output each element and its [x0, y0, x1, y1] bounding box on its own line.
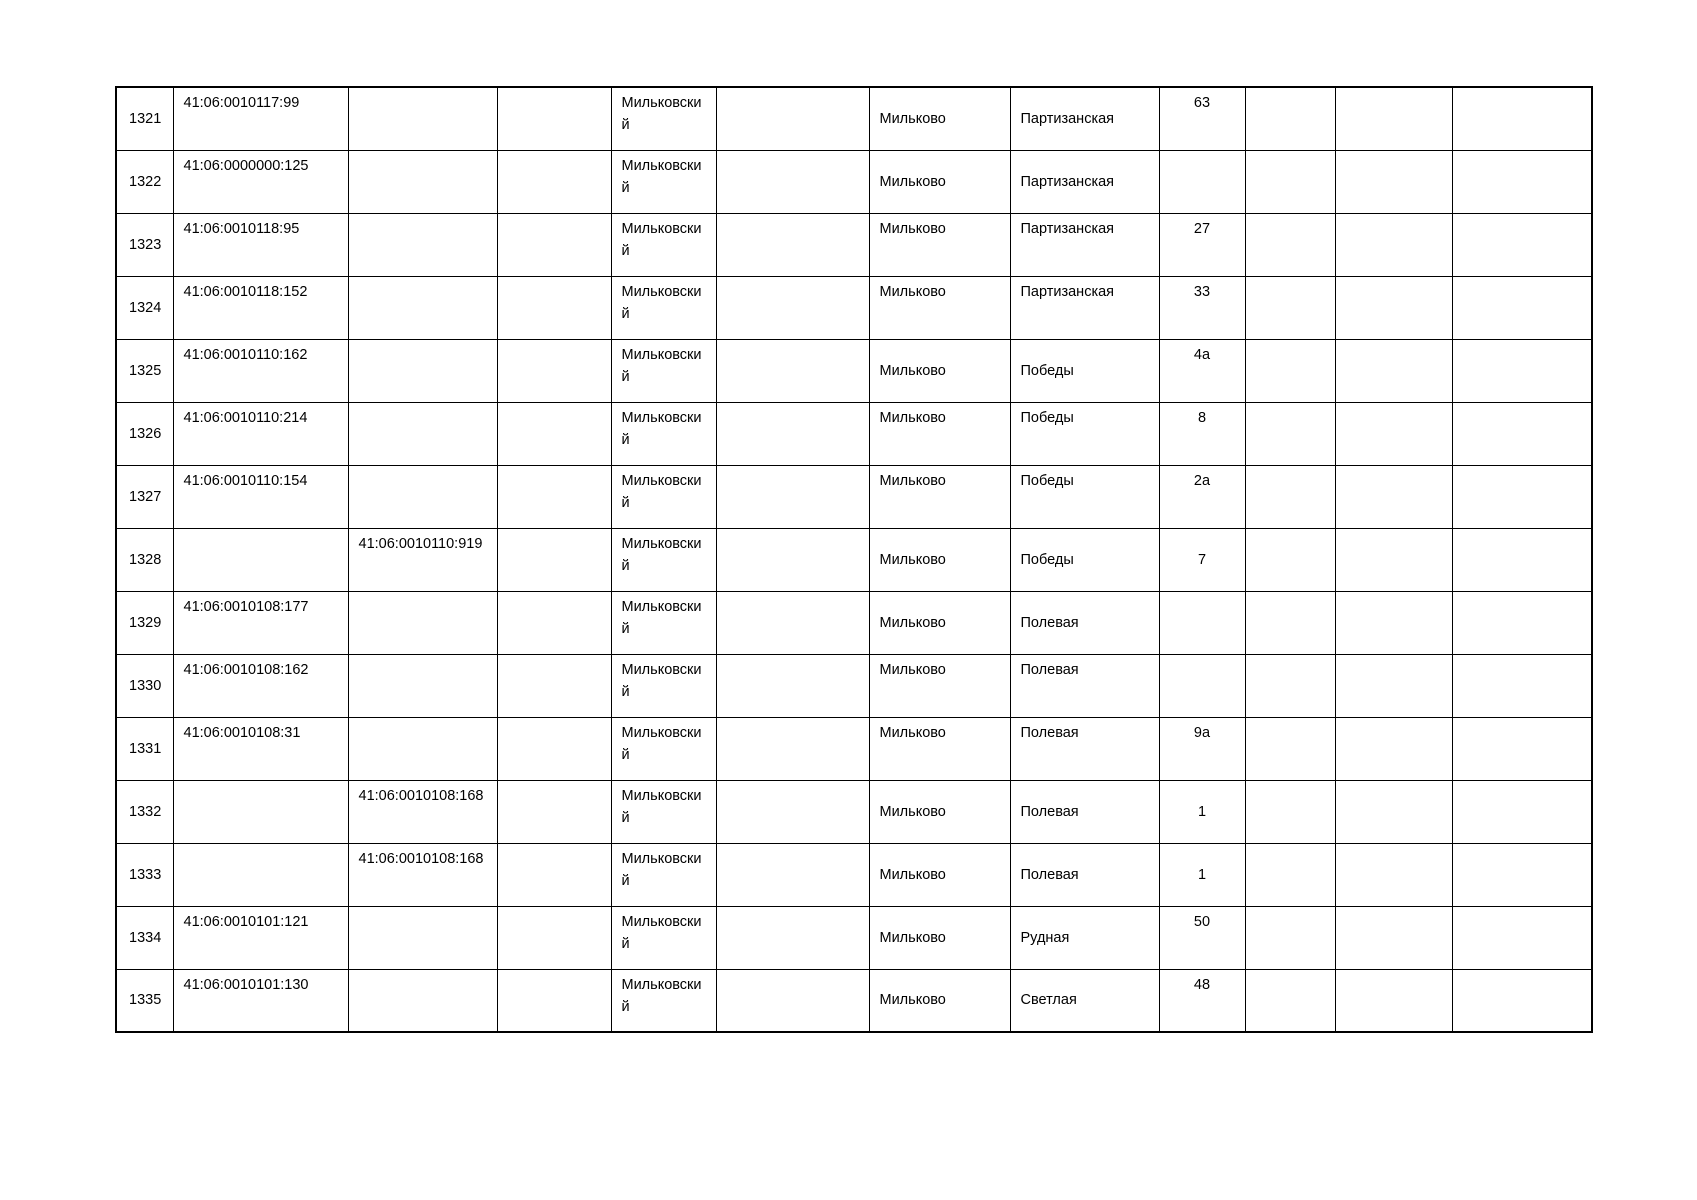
cadastral-number-cell: 41:06:0000000:125	[173, 150, 348, 213]
cadastral-number-2-cell	[348, 339, 497, 402]
cadastral-number-2-cell	[348, 969, 497, 1032]
house-number-cell	[1159, 654, 1245, 717]
registry-table	[115, 86, 1593, 1033]
table-row	[116, 339, 1592, 402]
empty-cell	[1335, 654, 1452, 717]
row-number-cell: 1333	[116, 843, 173, 906]
district-cell: Мильковский	[611, 969, 716, 1032]
table-row	[116, 402, 1592, 465]
house-number-cell: 48	[1159, 969, 1245, 1032]
house-number-cell: 63	[1159, 87, 1245, 150]
district-cell: Мильковский	[611, 780, 716, 843]
empty-cell	[716, 528, 869, 591]
district-cell: Мильковский	[611, 213, 716, 276]
table-row	[116, 843, 1592, 906]
empty-cell	[497, 591, 611, 654]
table-row	[116, 87, 1592, 150]
row-number-cell: 1334	[116, 906, 173, 969]
row-number-cell: 1321	[116, 87, 173, 150]
empty-cell	[1452, 969, 1592, 1032]
table-row	[116, 591, 1592, 654]
table-row	[116, 654, 1592, 717]
empty-cell	[497, 717, 611, 780]
cadastral-number-2-cell	[348, 150, 497, 213]
empty-cell	[497, 150, 611, 213]
cadastral-number-2-cell: 41:06:0010108:168	[348, 780, 497, 843]
street-cell: Полевая	[1010, 780, 1159, 843]
empty-cell	[1452, 87, 1592, 150]
empty-cell	[1452, 717, 1592, 780]
empty-cell	[716, 87, 869, 150]
empty-cell	[497, 402, 611, 465]
street-cell: Рудная	[1010, 906, 1159, 969]
house-number-cell: 1	[1159, 780, 1245, 843]
cadastral-number-cell: 41:06:0010101:130	[173, 969, 348, 1032]
empty-cell	[1245, 465, 1335, 528]
house-number-cell: 1	[1159, 843, 1245, 906]
house-number-cell: 2а	[1159, 465, 1245, 528]
row-number-cell: 1335	[116, 969, 173, 1032]
empty-cell	[497, 654, 611, 717]
empty-cell	[497, 969, 611, 1032]
house-number-cell: 33	[1159, 276, 1245, 339]
cadastral-number-cell	[173, 780, 348, 843]
row-number-cell: 1330	[116, 654, 173, 717]
house-number-cell: 4а	[1159, 339, 1245, 402]
empty-cell	[1245, 591, 1335, 654]
settlement-cell: Мильково	[869, 276, 1010, 339]
street-cell: Полевая	[1010, 654, 1159, 717]
settlement-cell: Мильково	[869, 780, 1010, 843]
street-cell: Победы	[1010, 402, 1159, 465]
empty-cell	[1245, 969, 1335, 1032]
empty-cell	[1452, 906, 1592, 969]
district-cell: Мильковский	[611, 339, 716, 402]
empty-cell	[1245, 906, 1335, 969]
empty-cell	[1245, 843, 1335, 906]
settlement-cell: Мильково	[869, 969, 1010, 1032]
empty-cell	[1245, 339, 1335, 402]
empty-cell	[1335, 87, 1452, 150]
empty-cell	[716, 654, 869, 717]
street-cell: Партизанская	[1010, 150, 1159, 213]
cadastral-number-cell: 41:06:0010117:99	[173, 87, 348, 150]
house-number-cell: 9а	[1159, 717, 1245, 780]
settlement-cell: Мильково	[869, 213, 1010, 276]
cadastral-number-cell: 41:06:0010108:162	[173, 654, 348, 717]
district-cell: Мильковский	[611, 591, 716, 654]
district-cell: Мильковский	[611, 276, 716, 339]
empty-cell	[1335, 402, 1452, 465]
empty-cell	[716, 969, 869, 1032]
empty-cell	[1335, 717, 1452, 780]
district-cell: Мильковский	[611, 906, 716, 969]
cadastral-number-2-cell: 41:06:0010108:168	[348, 843, 497, 906]
empty-cell	[1452, 339, 1592, 402]
empty-cell	[1335, 150, 1452, 213]
row-number-cell: 1324	[116, 276, 173, 339]
empty-cell	[1245, 528, 1335, 591]
table-row	[116, 528, 1592, 591]
empty-cell	[1335, 528, 1452, 591]
empty-cell	[1245, 402, 1335, 465]
empty-cell	[1335, 213, 1452, 276]
empty-cell	[716, 906, 869, 969]
row-number-cell: 1322	[116, 150, 173, 213]
empty-cell	[1245, 654, 1335, 717]
settlement-cell: Мильково	[869, 591, 1010, 654]
empty-cell	[497, 276, 611, 339]
empty-cell	[1335, 465, 1452, 528]
house-number-cell: 27	[1159, 213, 1245, 276]
empty-cell	[497, 528, 611, 591]
cadastral-number-cell: 41:06:0010110:214	[173, 402, 348, 465]
empty-cell	[1335, 276, 1452, 339]
table-row	[116, 465, 1592, 528]
row-number-cell: 1326	[116, 402, 173, 465]
row-number-cell: 1331	[116, 717, 173, 780]
cadastral-number-cell	[173, 528, 348, 591]
table-row	[116, 717, 1592, 780]
empty-cell	[716, 213, 869, 276]
empty-cell	[497, 780, 611, 843]
empty-cell	[497, 465, 611, 528]
table-row	[116, 213, 1592, 276]
empty-cell	[1452, 780, 1592, 843]
empty-cell	[497, 843, 611, 906]
district-cell: Мильковский	[611, 150, 716, 213]
settlement-cell: Мильково	[869, 528, 1010, 591]
district-cell: Мильковский	[611, 402, 716, 465]
cadastral-number-2-cell	[348, 213, 497, 276]
cadastral-number-cell: 41:06:0010118:152	[173, 276, 348, 339]
street-cell: Светлая	[1010, 969, 1159, 1032]
row-number-cell: 1327	[116, 465, 173, 528]
cadastral-number-cell: 41:06:0010108:31	[173, 717, 348, 780]
street-cell: Партизанская	[1010, 213, 1159, 276]
row-number-cell: 1332	[116, 780, 173, 843]
empty-cell	[716, 402, 869, 465]
empty-cell	[1245, 780, 1335, 843]
empty-cell	[1245, 717, 1335, 780]
row-number-cell: 1325	[116, 339, 173, 402]
street-cell: Полевая	[1010, 591, 1159, 654]
empty-cell	[1335, 969, 1452, 1032]
cadastral-number-2-cell	[348, 276, 497, 339]
empty-cell	[716, 339, 869, 402]
district-cell: Мильковский	[611, 87, 716, 150]
street-cell: Полевая	[1010, 843, 1159, 906]
house-number-cell: 8	[1159, 402, 1245, 465]
cadastral-number-2-cell	[348, 87, 497, 150]
empty-cell	[1452, 213, 1592, 276]
cadastral-number-cell: 41:06:0010101:121	[173, 906, 348, 969]
table-row	[116, 906, 1592, 969]
empty-cell	[1452, 402, 1592, 465]
district-cell: Мильковский	[611, 528, 716, 591]
street-cell: Полевая	[1010, 717, 1159, 780]
empty-cell	[497, 213, 611, 276]
cadastral-number-cell: 41:06:0010118:95	[173, 213, 348, 276]
cadastral-number-cell: 41:06:0010110:162	[173, 339, 348, 402]
table-row	[116, 150, 1592, 213]
house-number-cell: 50	[1159, 906, 1245, 969]
settlement-cell: Мильково	[869, 906, 1010, 969]
street-cell: Партизанская	[1010, 87, 1159, 150]
cadastral-number-cell	[173, 843, 348, 906]
row-number-cell: 1328	[116, 528, 173, 591]
cadastral-number-2-cell	[348, 906, 497, 969]
settlement-cell: Мильково	[869, 717, 1010, 780]
empty-cell	[1245, 213, 1335, 276]
empty-cell	[1452, 528, 1592, 591]
empty-cell	[1335, 339, 1452, 402]
settlement-cell: Мильково	[869, 465, 1010, 528]
settlement-cell: Мильково	[869, 150, 1010, 213]
cadastral-number-2-cell	[348, 591, 497, 654]
street-cell: Победы	[1010, 528, 1159, 591]
house-number-cell	[1159, 591, 1245, 654]
table-body	[116, 87, 1592, 1032]
table-row	[116, 276, 1592, 339]
district-cell: Мильковский	[611, 843, 716, 906]
cadastral-number-2-cell	[348, 654, 497, 717]
empty-cell	[1335, 906, 1452, 969]
empty-cell	[716, 276, 869, 339]
settlement-cell: Мильково	[869, 87, 1010, 150]
district-cell: Мильковский	[611, 717, 716, 780]
table-row	[116, 969, 1592, 1032]
empty-cell	[1452, 150, 1592, 213]
empty-cell	[716, 465, 869, 528]
cadastral-number-2-cell: 41:06:0010110:919	[348, 528, 497, 591]
cadastral-number-cell: 41:06:0010110:154	[173, 465, 348, 528]
empty-cell	[1245, 150, 1335, 213]
settlement-cell: Мильково	[869, 843, 1010, 906]
cadastral-number-2-cell	[348, 465, 497, 528]
empty-cell	[1335, 591, 1452, 654]
settlement-cell: Мильково	[869, 402, 1010, 465]
empty-cell	[716, 717, 869, 780]
street-cell: Партизанская	[1010, 276, 1159, 339]
empty-cell	[1245, 87, 1335, 150]
empty-cell	[716, 150, 869, 213]
empty-cell	[1452, 843, 1592, 906]
empty-cell	[1452, 465, 1592, 528]
empty-cell	[716, 780, 869, 843]
cadastral-number-2-cell	[348, 402, 497, 465]
cadastral-number-cell: 41:06:0010108:177	[173, 591, 348, 654]
row-number-cell: 1329	[116, 591, 173, 654]
empty-cell	[497, 87, 611, 150]
house-number-cell: 7	[1159, 528, 1245, 591]
street-cell: Победы	[1010, 339, 1159, 402]
empty-cell	[716, 843, 869, 906]
table-row	[116, 780, 1592, 843]
street-cell: Победы	[1010, 465, 1159, 528]
settlement-cell: Мильково	[869, 339, 1010, 402]
empty-cell	[497, 906, 611, 969]
row-number-cell: 1323	[116, 213, 173, 276]
cadastral-number-2-cell	[348, 717, 497, 780]
empty-cell	[1452, 654, 1592, 717]
empty-cell	[1245, 276, 1335, 339]
empty-cell	[1452, 591, 1592, 654]
empty-cell	[1335, 843, 1452, 906]
district-cell: Мильковский	[611, 465, 716, 528]
house-number-cell	[1159, 150, 1245, 213]
district-cell: Мильковский	[611, 654, 716, 717]
settlement-cell: Мильково	[869, 654, 1010, 717]
empty-cell	[1452, 276, 1592, 339]
empty-cell	[716, 591, 869, 654]
empty-cell	[497, 339, 611, 402]
empty-cell	[1335, 780, 1452, 843]
